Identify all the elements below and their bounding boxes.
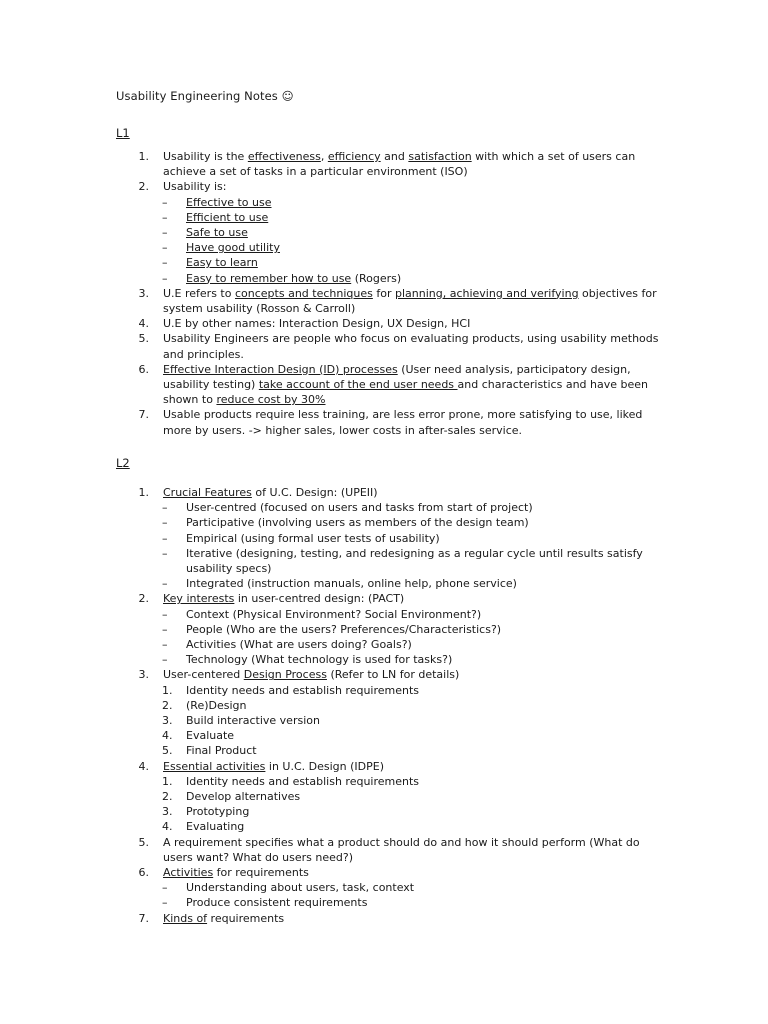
sub-item-line — [186, 713, 320, 728]
sub-item-line — [186, 271, 401, 286]
sub-item-line — [186, 255, 258, 270]
underlined-text: effectiveness — [247, 150, 321, 163]
underlined-text: Easy to learn — [186, 256, 258, 270]
text-run: Usability is: — [163, 180, 227, 194]
underlined-text: Design Process — [243, 668, 327, 682]
list-item-line — [163, 865, 309, 880]
sub-item-line — [186, 652, 452, 667]
sub-item-line — [186, 240, 280, 255]
list-item-line — [163, 485, 378, 500]
list-item-line — [163, 850, 353, 865]
sub-item-line — [186, 561, 271, 576]
underlined-text: Effective Interaction Design (ID) processes — [163, 362, 398, 376]
text-run: in U.C. Design (IDPE) — [265, 759, 385, 773]
sub-bullet: 1. — [162, 774, 173, 788]
text-run: shown to — [163, 393, 217, 407]
text-run: (Re)Design — [186, 698, 247, 712]
text-run: for requirements — [213, 866, 309, 879]
text-run: A requirement specifies what a product should do and how it should perform (What do — [163, 835, 640, 849]
text-run: for — [372, 286, 395, 300]
text-run: requirements — [207, 911, 285, 925]
list-number: 7. — [138, 911, 149, 925]
text-run: Identity needs and establish requirements — [186, 774, 420, 788]
sub-bullet: 5. — [162, 744, 173, 758]
sub-item-line — [186, 743, 257, 758]
sub-bullet: 2. — [162, 698, 173, 712]
sub-bullet: – — [162, 531, 168, 545]
sub-item-line — [186, 804, 249, 819]
sub-item-line — [186, 515, 529, 530]
text-run: Usability Engineers are people who focus on evaluating products, using usability methods — [163, 332, 659, 346]
text-run: Usability is the — [163, 150, 248, 163]
sub-bullet: – — [162, 638, 168, 651]
sub-bullet: – — [162, 501, 168, 515]
underlined-text: Crucial Features — [163, 486, 252, 499]
text-run: Integrated (instruction manuals, online help, phone service) — [186, 577, 517, 591]
sub-bullet: 4. — [162, 729, 173, 743]
text-run: (Refer to LN for details) — [326, 668, 460, 682]
text-run: and characteristics and have been — [457, 378, 648, 391]
text-run: achieve a set of tasks in a particular environment (ISO) — [163, 165, 468, 179]
list-number: 2. — [138, 592, 149, 606]
underlined-text: efficiency — [327, 150, 381, 163]
sub-item-line — [186, 683, 419, 698]
underlined-text: take account of the end user needs — [258, 378, 458, 391]
text-run: Evaluate — [186, 729, 235, 743]
sub-item-line — [186, 880, 414, 895]
list-number: 4. — [138, 317, 149, 331]
text-run: usability specs) — [186, 562, 272, 575]
list-item-line — [163, 667, 459, 682]
text-run: Develop alternatives — [186, 790, 301, 803]
sub-bullet: 2. — [162, 790, 173, 803]
text-run: Understanding about users, task, context — [186, 881, 415, 895]
list-number: 2. — [138, 180, 149, 194]
list-item-line — [163, 835, 640, 850]
underlined-text: Kinds of — [163, 911, 208, 925]
list-number: 1. — [138, 150, 149, 163]
text-run: objectives for — [578, 286, 657, 300]
text-run: User-centered — [163, 668, 244, 682]
list-item-line — [163, 149, 635, 164]
section-heading: L1 — [116, 126, 130, 140]
text-run: more by users. -> higher sales, lower costs in after-sales service. — [163, 423, 523, 437]
text-run: and principles. — [163, 347, 244, 361]
sub-bullet: – — [162, 607, 168, 621]
text-run: in user-centred design: (PACT) — [234, 592, 405, 606]
sub-item-line — [186, 622, 501, 637]
underlined-text: Safe to use — [186, 226, 248, 239]
sub-item-line — [186, 607, 481, 622]
text-run: (User need analysis, participatory design, — [397, 362, 631, 376]
list-item-line — [163, 179, 227, 194]
sub-item-line — [186, 531, 440, 546]
text-run: Context (Physical Environment? Social Environment?) — [186, 607, 482, 621]
sub-bullet: – — [162, 210, 168, 224]
text-run: U.E by other names: Interaction Design, UX Design, HCI — [163, 317, 471, 331]
sub-item-line — [186, 210, 268, 225]
sub-item-line — [186, 637, 412, 652]
sub-item-line — [186, 819, 244, 834]
text-run: Produce consistent requirements — [186, 896, 368, 910]
list-number: 6. — [138, 866, 149, 879]
sub-item-line — [186, 500, 533, 515]
list-number: 5. — [138, 835, 149, 849]
list-number: 7. — [138, 408, 149, 422]
text-run: and — [380, 150, 409, 163]
list-number: 5. — [138, 332, 149, 346]
sub-bullet: 1. — [162, 683, 173, 697]
underlined-text: Activities — [163, 866, 214, 879]
text-run: People (Who are the users? Preferences/Characteristics?) — [186, 622, 502, 636]
text-run: , — [320, 150, 328, 163]
underlined-text: Key interests — [163, 592, 235, 606]
underlined-text: Essential activities — [163, 759, 266, 773]
sub-bullet: – — [162, 653, 168, 667]
text-run: with which a set of users can — [471, 150, 636, 163]
sub-bullet: – — [162, 195, 168, 209]
document-title: Usability Engineering Notes ☺ — [116, 89, 294, 103]
sub-bullet: – — [162, 546, 168, 560]
sub-bullet: – — [162, 271, 168, 285]
list-item-line — [163, 377, 648, 392]
text-run: U.E refers to — [163, 286, 235, 300]
text-run: system usability (Rosson & Carroll) — [163, 302, 356, 315]
underlined-text: Effective to use — [186, 195, 272, 209]
list-item-line — [163, 423, 522, 438]
sub-item-line — [186, 728, 234, 743]
sub-item-line — [186, 576, 517, 591]
sub-item-line — [186, 895, 367, 910]
sub-item-line — [186, 225, 248, 240]
text-run: Activities (What are users doing? Goals?) — [186, 638, 412, 651]
list-item-line — [163, 286, 657, 301]
sub-bullet: – — [162, 226, 168, 239]
sub-item-line — [186, 698, 246, 713]
list-item-line — [163, 759, 384, 774]
text-run: Iterative (designing, testing, and redesigning as a regular cycle until results satisfy — [186, 546, 643, 560]
sub-bullet: 4. — [162, 820, 173, 834]
list-item-line — [163, 407, 642, 422]
list-number: 6. — [138, 362, 149, 376]
text-run: Participative (involving users as members of the design team) — [186, 516, 529, 530]
underlined-text: satisfaction — [408, 150, 472, 163]
text-run: Usable products require less training, are less error prone, more satisfying to use, liked — [163, 408, 643, 422]
sub-bullet: – — [162, 256, 168, 270]
sub-item-line — [186, 546, 643, 561]
sub-item-line — [186, 789, 300, 804]
text-run: usability testing) — [163, 378, 259, 391]
sub-bullet: 3. — [162, 714, 173, 727]
list-item-line — [163, 347, 244, 362]
list-number: 3. — [138, 286, 149, 300]
text-run: Identity needs and establish requirements — [186, 683, 420, 697]
sub-item-line — [186, 195, 272, 210]
sub-bullet: – — [162, 241, 168, 255]
list-item-line — [163, 301, 355, 316]
sub-bullet: – — [162, 896, 168, 910]
sub-bullet: 3. — [162, 805, 173, 819]
sub-item-line — [186, 774, 419, 789]
section-heading: L2 — [116, 456, 130, 470]
text-run: Evaluating — [186, 820, 245, 834]
text-run: Final Product — [186, 744, 257, 758]
list-item-line — [163, 591, 404, 606]
sub-bullet: – — [162, 516, 168, 530]
list-number: 3. — [138, 668, 149, 682]
text-run: Build interactive version — [186, 714, 320, 727]
text-run: users want? What do users need?) — [163, 850, 354, 864]
underlined-text: reduce cost by 30% — [216, 393, 326, 407]
underlined-text: Easy to remember how to use — [186, 271, 352, 285]
list-number: 4. — [138, 759, 149, 773]
list-item-line — [163, 911, 284, 926]
text-run: Prototyping — [186, 805, 250, 819]
text-run: Empirical (using formal user tests of usability) — [186, 531, 440, 545]
underlined-text: planning, achieving and verifying — [394, 286, 579, 300]
list-number: 1. — [138, 486, 149, 499]
list-item-line — [163, 331, 659, 346]
underlined-text: concepts and techniques — [234, 286, 373, 300]
sub-bullet: – — [162, 577, 168, 591]
list-item-line — [163, 316, 470, 331]
text-run: User-centred (focused on users and tasks from start of project) — [186, 501, 533, 515]
text-run: Technology (What technology is used for tasks?) — [186, 653, 453, 667]
sub-bullet: – — [162, 881, 168, 895]
text-run: (Rogers) — [351, 271, 402, 285]
list-item-line — [163, 392, 326, 407]
underlined-text: Efficient to use — [186, 210, 269, 224]
list-item-line — [163, 362, 631, 377]
underlined-text: Have good utility — [186, 241, 280, 255]
sub-bullet: – — [162, 622, 168, 636]
text-run: of U.C. Design: (UPEII) — [251, 486, 378, 499]
list-item-line — [163, 164, 468, 179]
